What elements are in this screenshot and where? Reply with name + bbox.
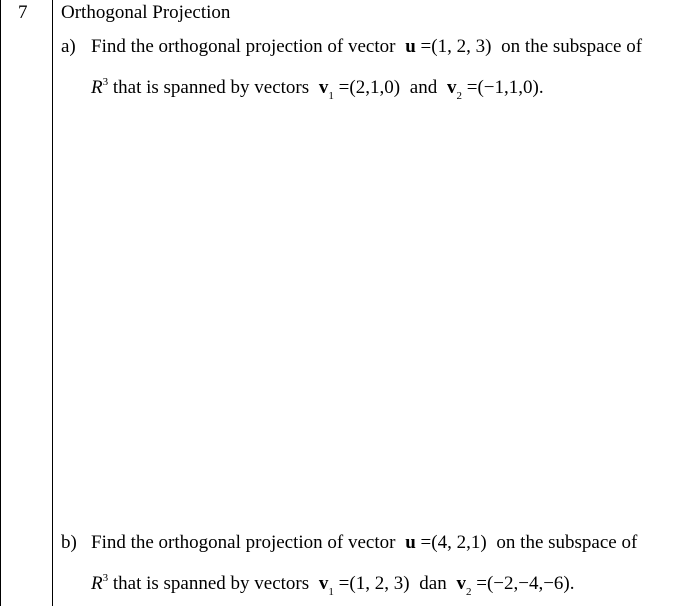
part-a-line-1-end: on the subspace of xyxy=(501,36,643,57)
part-b-vector-v1: v xyxy=(318,573,329,594)
part-b-end-punct: . xyxy=(569,573,575,594)
question-number: 7 xyxy=(18,2,28,23)
part-a-instruction: Find the orthogonal projection of vector xyxy=(91,36,396,57)
part-b-v1-value: (1, 2, 3) xyxy=(349,573,410,594)
part-b-space-r: R xyxy=(91,573,103,594)
part-a-v1-equals: = xyxy=(338,77,350,98)
part-b-spanned-text: that is spanned by vectors xyxy=(112,573,310,594)
part-a-label: a) xyxy=(61,36,76,57)
part-b-v1-subscript: 1 xyxy=(328,585,334,598)
part-b-line-1-end: on the subspace of xyxy=(496,532,638,553)
table-border-left xyxy=(0,0,1,606)
part-b-vector-v2: v xyxy=(456,573,466,594)
part-b-v2-subscript: 2 xyxy=(465,585,472,598)
part-b-v2-value: (−2,−4,−6) xyxy=(486,573,570,594)
part-a-vector-v2: v xyxy=(446,77,457,98)
part-a-spanned-text: that is spanned by vectors xyxy=(112,77,310,98)
part-a-end-punct: . xyxy=(538,77,544,98)
part-b-line-2 xyxy=(91,572,575,596)
part-b-u-value: (4, 2,1) xyxy=(431,532,487,553)
part-b-vector-u: u xyxy=(405,532,416,553)
part-a-v2-value: (−1,1,0) xyxy=(477,77,539,98)
part-b-v1-equals: = xyxy=(338,573,350,594)
table-column-divider xyxy=(52,0,53,606)
part-a-vector-u: u xyxy=(405,36,416,57)
part-a-u-value: (1, 2, 3) xyxy=(431,36,492,57)
part-a-space-r: R xyxy=(91,77,103,98)
part-a-line-2 xyxy=(91,76,544,100)
part-a-v2-subscript: 2 xyxy=(456,89,462,102)
part-b-line-1 xyxy=(61,531,637,555)
part-b-label: b) xyxy=(61,532,77,553)
part-a-vector-v1: v xyxy=(318,77,329,98)
part-a-v1-subscript: 1 xyxy=(328,89,334,102)
part-a-joiner: and xyxy=(409,77,438,98)
part-a-v1-value: (2,1,0) xyxy=(349,77,401,98)
part-a-space-exponent: 3 xyxy=(102,75,109,88)
part-a-v2-equals: = xyxy=(466,77,478,98)
part-a-line-1 xyxy=(61,35,642,59)
part-b-space-exponent: 3 xyxy=(102,571,109,584)
part-b-joiner: dan xyxy=(419,573,447,594)
part-b-v2-equals: = xyxy=(476,573,487,594)
part-a-equals: = xyxy=(420,36,432,57)
part-b-equals: = xyxy=(420,532,432,553)
question-title: Orthogonal Projection xyxy=(61,2,231,23)
part-b-instruction: Find the orthogonal projection of vector xyxy=(91,532,396,553)
